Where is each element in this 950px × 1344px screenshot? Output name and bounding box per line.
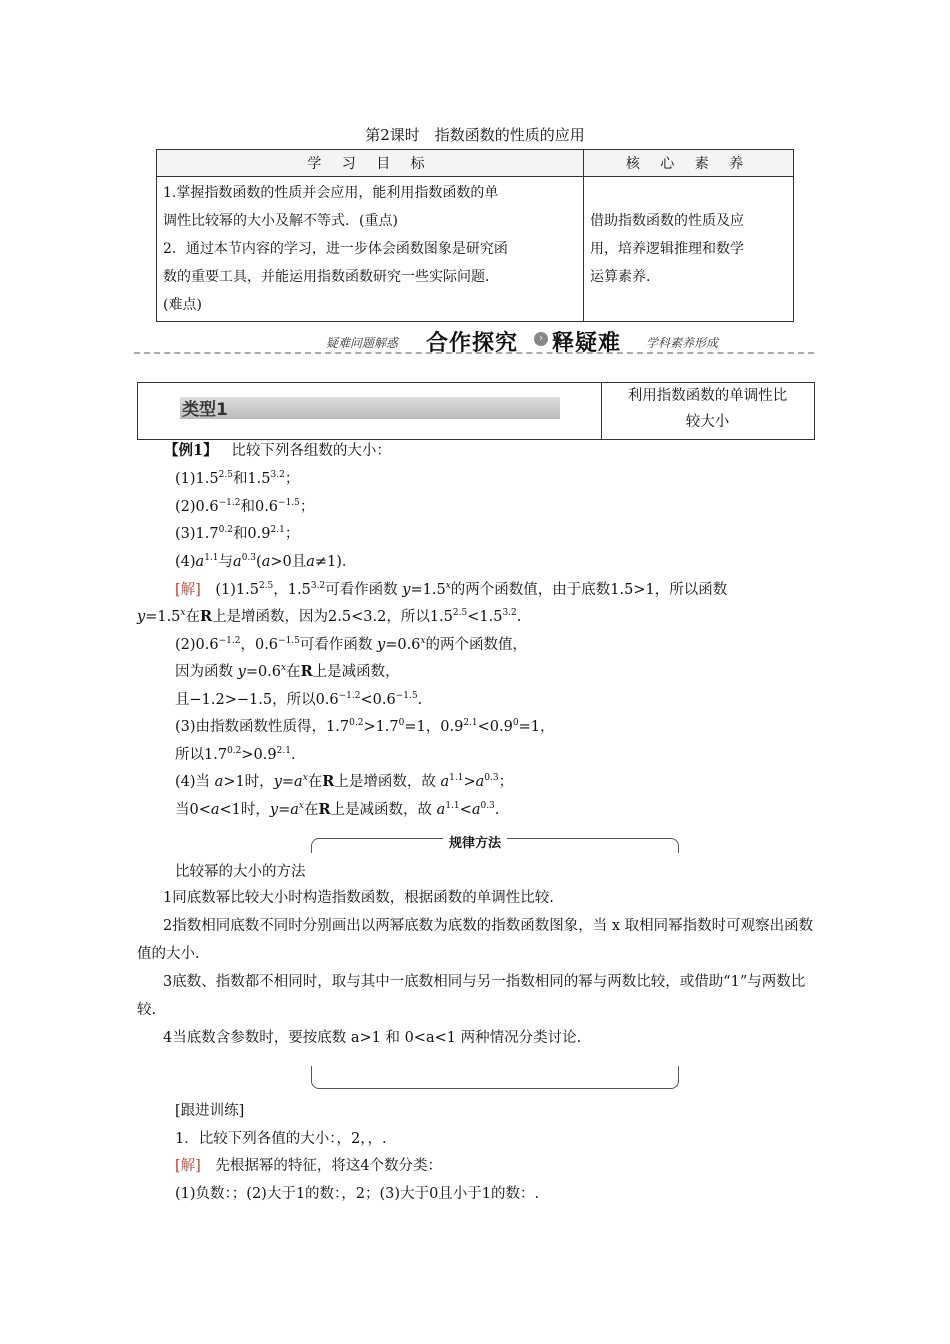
solution-line-7: 所以$1.7^{0.2}>0.9^{2.1}$.	[175, 746, 296, 763]
banner-divider	[134, 352, 814, 354]
solution-line-5: 且−1.2>−1.5，所以$0.6^{-1.2}<0.6^{-1.5}$.	[175, 691, 423, 708]
example-item-1: $(1)1.5^{2.5}$和$1.5^{3.2}$；	[175, 470, 300, 487]
solution-line-8: (4)当 a>1时，$y=a^x$在R上是增函数，故 $a^{1.1}>a^{0.3}$；	[175, 773, 514, 790]
goals-header: 学 习 目 标	[157, 150, 584, 177]
solution-line-4: 因为函数 $y=0.6^x$在R上是减函数，	[175, 663, 400, 680]
method-heading: 比较幂的大小的方法	[175, 864, 306, 880]
example-item-4: $(4)a^{1.1}$与$a^{0.3}(a>0$且a≠1)．	[175, 553, 357, 570]
competency-header: 核 心 素 养	[584, 150, 794, 177]
method-box-bottom	[311, 1066, 679, 1089]
solution-line-2: $y=1.5^x$在R上是增函数，因为2.5<3.2，所以$1.5^{2.5}<1.5^{3.2}$.	[137, 608, 522, 625]
solution-line-3: $(2)0.6^{-1.2}$，$0.6^{-1.5}$可看作函数 $y=0.6^x$的两个函数值，	[175, 636, 527, 653]
learning-goals-table	[156, 149, 794, 322]
method-item-4: 4当底数含参数时，要按底数 a>1 和 0<a<1 两种情况分类讨论.	[163, 1030, 582, 1046]
practice-solution: [解] 先根据幂的特征，将这4个数分类：	[175, 1158, 443, 1174]
practice-question: 1．比较下列各值的大小：，2，，.	[175, 1131, 387, 1147]
competency-cell: 借助指数函数的性质及应 用，培养逻辑推理和数学 运算素养.	[584, 177, 794, 322]
example-item-2: $(2)0.6^{-1.2}$和$0.6^{-1.5}$；	[175, 498, 315, 515]
arrow-icon: ›	[534, 332, 548, 346]
solution-line-9: 当0<a<1时，$y=a^x$在R上是减函数，故 $a^{1.1}<a^{0.3}$.	[175, 801, 500, 818]
solution-line-6: (3)由指数函数性质得，$1.7^{0.2}>1.7^0=1$，$0.9^{2.1}<0.9^0=1$，	[175, 718, 555, 735]
method-item-3: 3底数、指数都不相同时，取与其中一底数相同与另一指数相同的幂与两数比较，或借助“1”与两数比较.	[137, 974, 806, 1018]
method-item-2: 2指数相同底数不同时分别画出以两幂底数为底数的指数函数图象，当 x 取相同幂指数时可观察出函数值的大小.	[137, 918, 814, 962]
example-item-3: $(3)1.7^{0.2}$和$0.9^{2.1}$；	[175, 525, 300, 542]
type-label: 类型1	[182, 400, 228, 420]
page-title: 第2课时 指数函数的性质的应用	[365, 126, 585, 144]
type-section-box	[137, 382, 815, 440]
method-box-title: 规律方法	[0, 832, 950, 851]
example-prompt: 【例1】 比较下列各组数的大小：	[164, 442, 391, 459]
method-item-1: 1同底数幂比较大小时构造指数函数，根据函数的单调性比较.	[163, 890, 554, 906]
section-banner: 疑难问题解惑 合作探究 › 释疑难 学科素养形成	[326, 331, 719, 356]
practice-header: [跟进训练]	[175, 1103, 245, 1119]
type-title: 利用指数函数的单调性比 较大小	[627, 388, 788, 430]
practice-solution-2: (1)负数：；(2)大于1的数：，2；(3)大于0且小于1的数：.	[175, 1186, 540, 1202]
goals-cell: 1.掌握指数函数的性质并会应用，能利用指数函数的单 调性比较幂的大小及解不等式．(重点) 2．通过本节内容的学习，进一步体会函数图象是研究函 数的重要工具，并能运用指数函数研究一些实际问题． (难点)	[157, 177, 584, 322]
type-tag-bar	[180, 397, 560, 419]
solution-line-1: [解] $(1)1.5^{2.5}$，$1.5^{3.2}$可看作函数 $y=1.5^x$的两个函数值，由于底数1.5>1，所以函数	[175, 581, 728, 598]
